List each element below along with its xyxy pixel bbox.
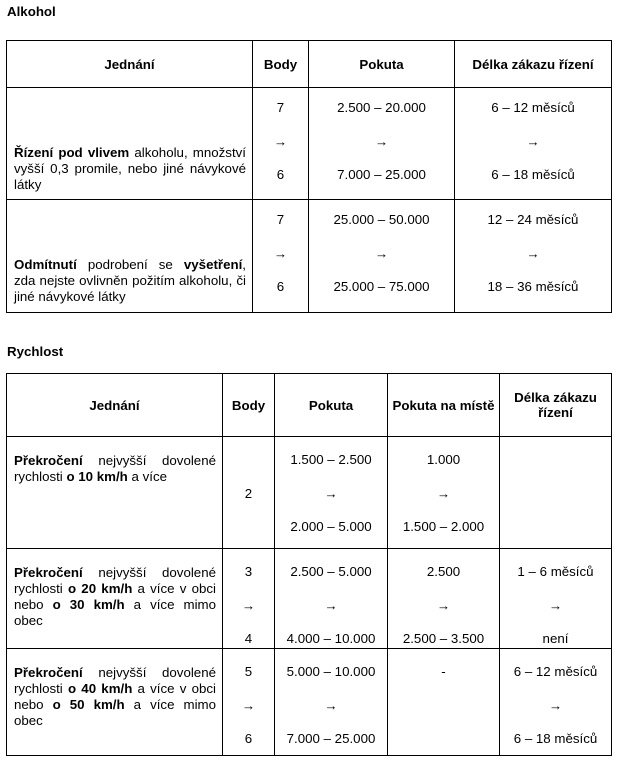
description-text: a více (127, 469, 167, 484)
speed-row (7, 437, 612, 549)
header-body: Body (223, 374, 275, 437)
speed-row (7, 549, 612, 649)
header-pokuta: Pokuta (309, 41, 455, 88)
fine-cell (309, 200, 455, 313)
fine-cell (275, 649, 388, 756)
ban-cell (500, 437, 612, 549)
arrow-icon: → (526, 246, 540, 261)
value-bottom: 2.500 – 3.500 (402, 631, 485, 646)
offense-description (7, 200, 253, 313)
header-pokuta-na-miste: Pokuta na místě (388, 374, 500, 437)
offense-description (7, 549, 223, 649)
alcohol-heading: Alkohol (7, 4, 56, 19)
description-text: nejvyšší dovolené rychlosti (14, 453, 216, 484)
description-text: a více mimo obec (14, 597, 216, 628)
header-body: Body (253, 41, 309, 88)
ban-cell (500, 649, 612, 756)
value-bottom: 18 – 36 měsíců (487, 279, 579, 294)
arrow-icon: → (548, 598, 563, 613)
arrow-icon: → (324, 486, 338, 501)
description-text: a více v obci nebo (14, 681, 216, 712)
emphasis-text: o 10 km/h (66, 469, 128, 484)
description-text: podrobení se (76, 257, 184, 272)
offense-description (7, 649, 223, 756)
value-bottom: 2.000 – 5.000 (290, 519, 372, 534)
emphasis-text: Odmítnutí (14, 257, 77, 272)
description-text: alkoholu, množství vyšší 0,3 promile, nebo jiné návykové látky (14, 145, 246, 192)
value-top: 12 – 24 měsíců (487, 212, 579, 227)
header-zakaz: Délka zákazu řízení (455, 41, 612, 88)
arrow-icon: → (548, 698, 563, 713)
onspot-fine-cell (388, 437, 500, 549)
arrow-icon: → (241, 698, 256, 713)
arrow-icon: → (241, 598, 256, 613)
value-top: 7 (276, 100, 285, 115)
emphasis-text: o 20 km/h (67, 581, 133, 596)
arrow-icon: → (526, 134, 540, 149)
description-text: , zda nejste ovlivněn požitím alkoholu, či jiné návykové látky (14, 257, 246, 304)
arrow-icon: 2 (244, 486, 253, 501)
emphasis-text: o 30 km/h (52, 597, 125, 612)
description-text: nejvyšší dovolené rychlosti (14, 665, 216, 696)
value-top: 6 – 12 měsíců (491, 100, 575, 115)
header-jednani: Jednání (7, 374, 223, 437)
emphasis-text: vyšetření (183, 257, 243, 272)
value-top: 1 – 6 měsíců (517, 564, 594, 579)
arrow-icon: → (324, 598, 338, 613)
onspot-fine-cell (388, 649, 500, 756)
alcohol-header-row (7, 41, 612, 88)
header-zakaz: Délka zákazu řízení (500, 374, 612, 437)
description-text: a více mimo obec (14, 697, 216, 728)
ban-cell (455, 200, 612, 313)
fine-cell (275, 437, 388, 549)
arrow-icon: → (324, 698, 338, 713)
value-top: 6 – 12 měsíců (513, 664, 598, 679)
header-pokuta: Pokuta (275, 374, 388, 437)
fine-cell (275, 549, 388, 649)
arrow-icon: → (273, 134, 288, 149)
value-bottom: 7.000 – 25.000 (286, 731, 376, 746)
value-top: 2.500 (426, 564, 461, 579)
value-top: 2.500 – 5.000 (290, 564, 372, 579)
value-bottom: není (542, 631, 569, 646)
value-top: 5.000 – 10.000 (286, 664, 376, 679)
alcohol-row (7, 200, 612, 313)
alcohol-row (7, 88, 612, 200)
description-text: a více v obci nebo (14, 581, 216, 612)
value-bottom: 6 (276, 279, 285, 294)
value-bottom: 1.500 – 2.000 (402, 519, 485, 534)
fine-cell (309, 88, 455, 200)
alcohol-table (6, 40, 612, 313)
arrow-icon: → (436, 486, 451, 501)
value-top: 3 (244, 564, 253, 579)
points-cell (223, 649, 275, 756)
speed-heading: Rychlost (7, 344, 64, 359)
speed-table (6, 373, 612, 756)
value-top: 5 (244, 664, 253, 679)
arrow-icon: → (374, 246, 389, 261)
points-cell (253, 88, 309, 200)
emphasis-text: Překročení (14, 665, 83, 680)
arrow-icon: → (273, 246, 288, 261)
value-bottom: 6 – 18 měsíců (491, 167, 575, 182)
value-bottom: 6 – 18 měsíců (513, 731, 598, 746)
value-top: 25.000 – 50.000 (333, 212, 430, 227)
value-top: 1.500 – 2.500 (290, 452, 372, 467)
value-bottom: 6 (276, 167, 285, 182)
speed-header-row (7, 374, 612, 437)
emphasis-text: Překročení (14, 565, 83, 580)
emphasis-text: Překročení (14, 453, 83, 468)
points-cell (223, 549, 275, 649)
value-bottom: 4 (244, 631, 253, 646)
value-top: 7 (276, 212, 285, 227)
offense-description (7, 437, 223, 549)
emphasis-text: Řízení pod vlivem (14, 145, 130, 160)
points-cell (223, 437, 275, 549)
speed-row (7, 649, 612, 756)
header-jednani: Jednání (7, 41, 253, 88)
emphasis-text: o 40 km/h (67, 681, 133, 696)
value-bottom: 25.000 – 75.000 (333, 279, 430, 294)
value-top: 1.000 (426, 452, 461, 467)
arrow-icon: → (436, 598, 451, 613)
points-cell (253, 200, 309, 313)
value-bottom: 4.000 – 10.000 (286, 631, 376, 646)
offense-description (7, 88, 253, 200)
value-bottom: 7.000 – 25.000 (337, 167, 426, 182)
value-top: - (441, 664, 446, 679)
emphasis-text: o 50 km/h (52, 697, 125, 712)
onspot-fine-cell (388, 549, 500, 649)
arrow-icon: → (374, 134, 389, 149)
description-text: nejvyšší dovolené rychlosti (14, 565, 216, 596)
ban-cell (455, 88, 612, 200)
ban-cell (500, 549, 612, 649)
value-top: 2.500 – 20.000 (337, 100, 426, 115)
value-bottom: 6 (244, 731, 253, 746)
